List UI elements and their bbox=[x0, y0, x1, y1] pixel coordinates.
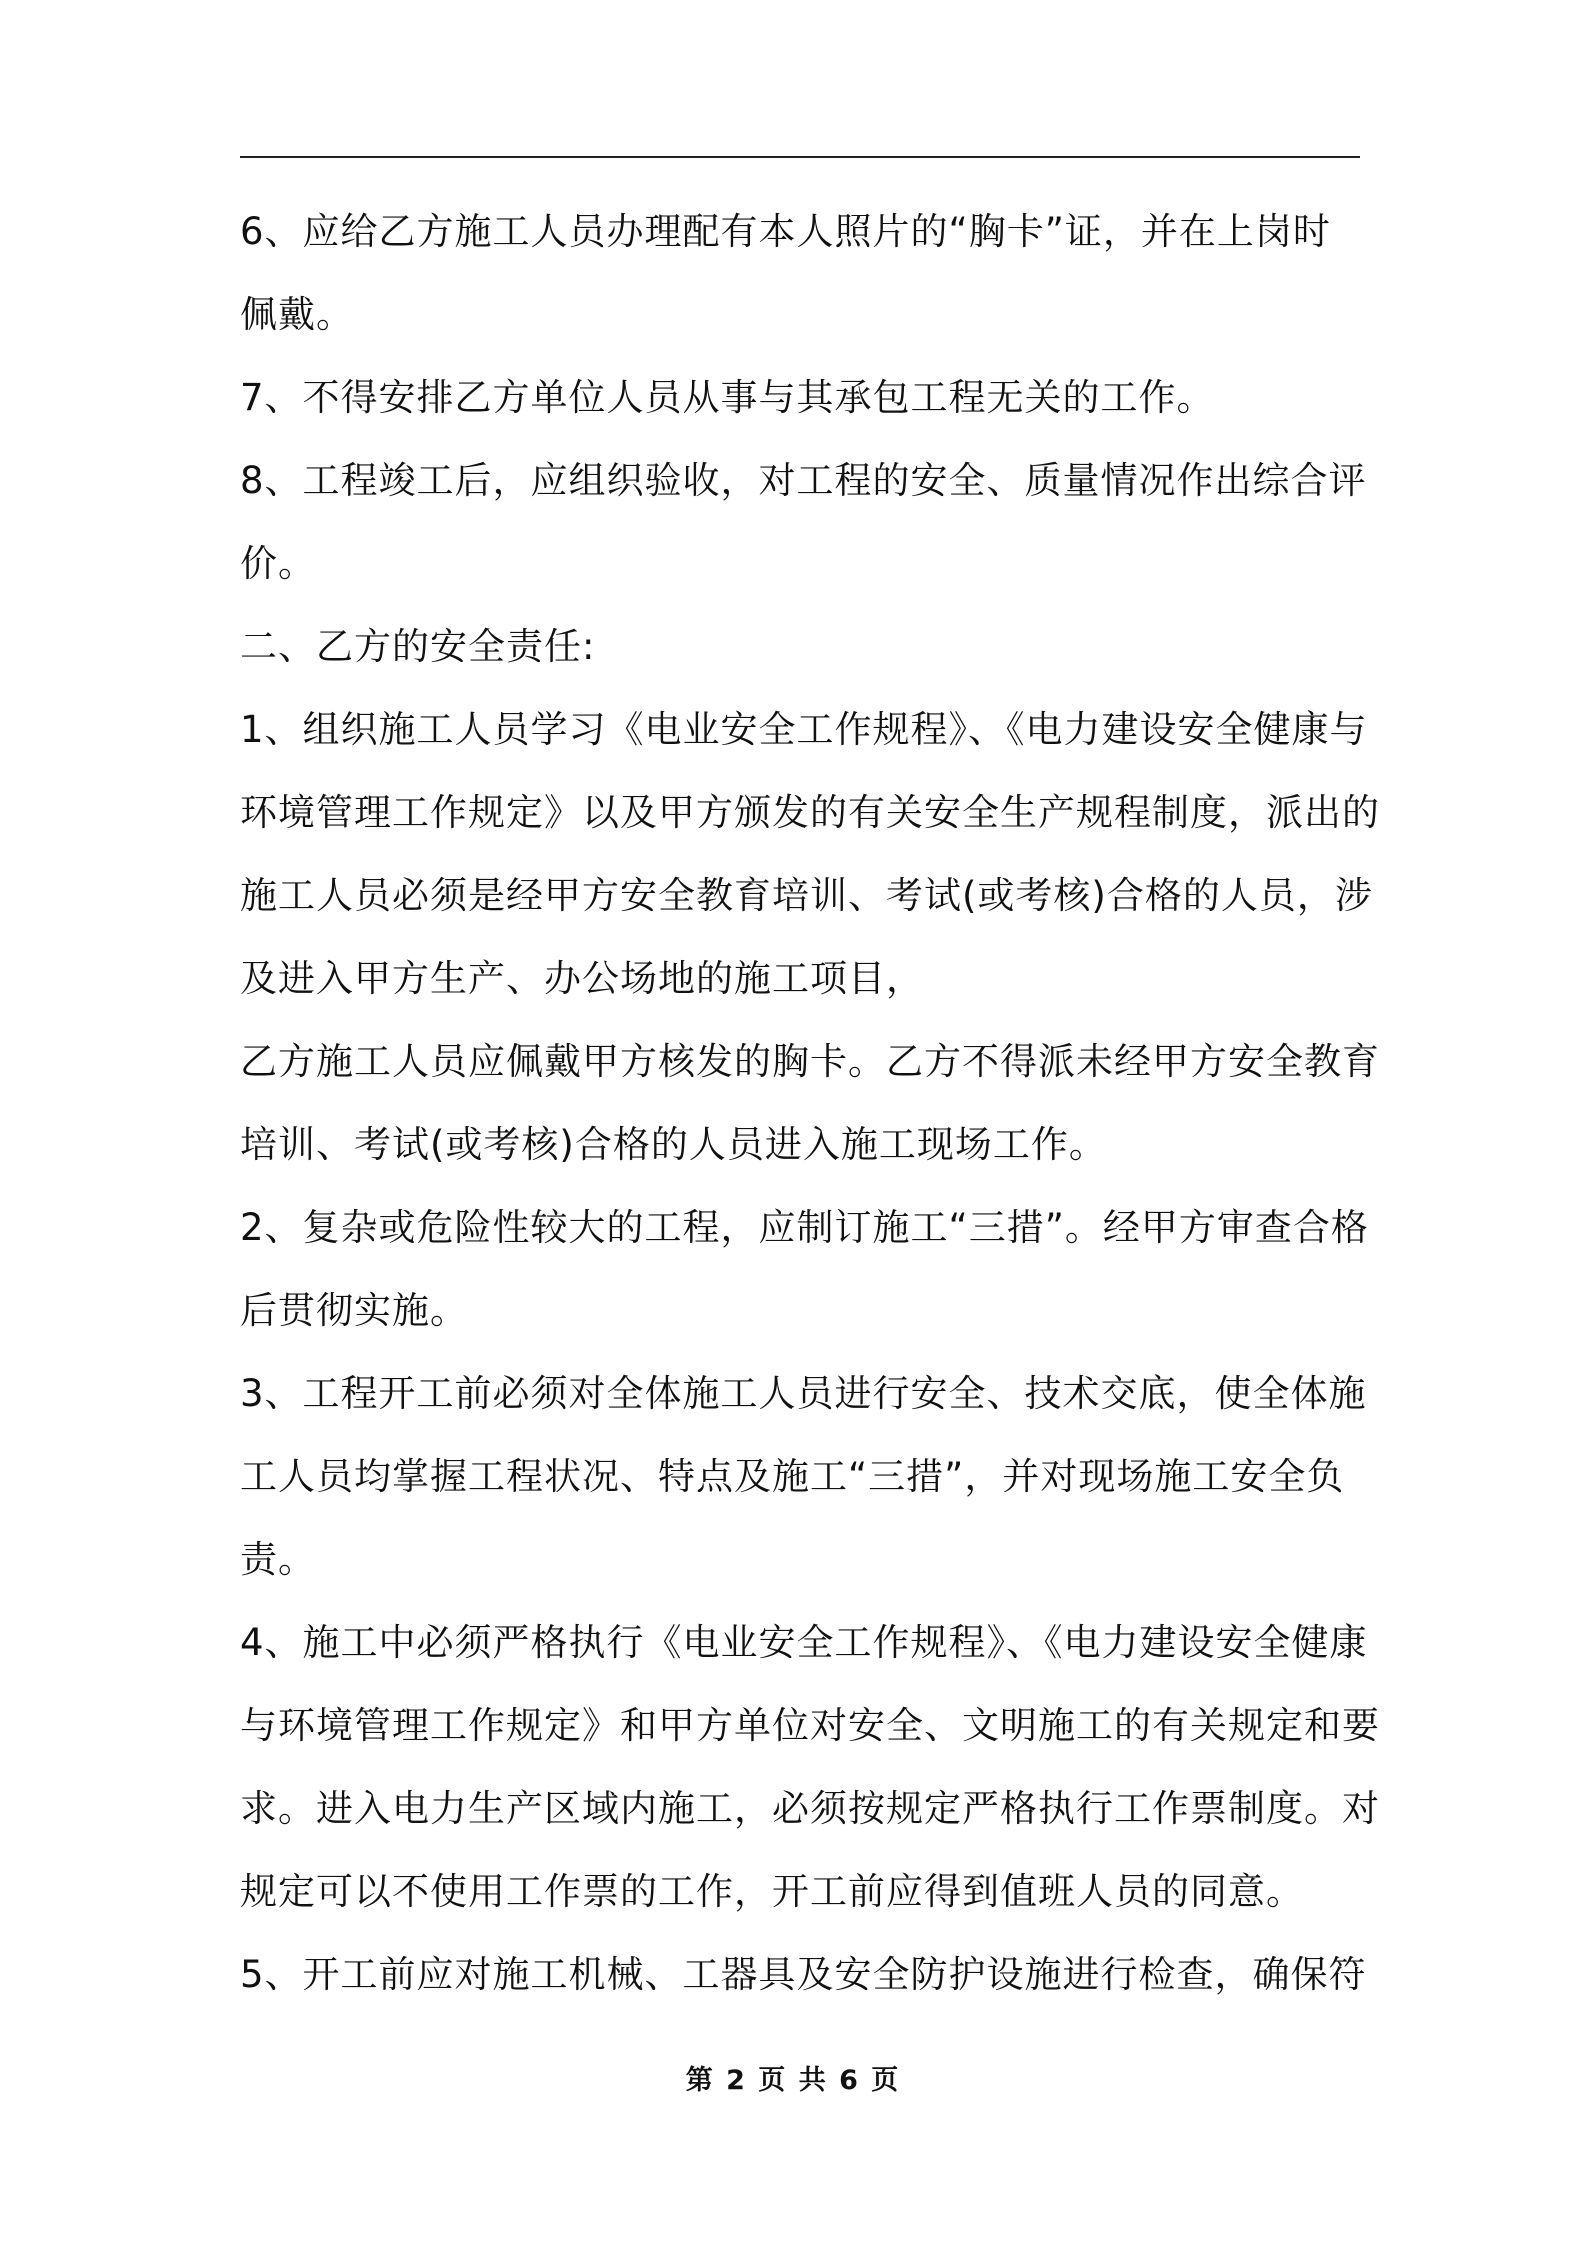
text-line: 乙方施工人员应佩戴甲方核发的胸卡。乙方不得派未经甲方安全教育 bbox=[240, 1040, 1380, 1083]
text-line: 环境管理工作规定》以及甲方颁发的有关安全生产规程制度，派出的 bbox=[240, 791, 1380, 834]
page-number: 第 2 页 共 6 页 bbox=[685, 2065, 901, 2096]
text-block bbox=[240, 190, 1380, 2016]
text-line: 后贯彻实施。 bbox=[240, 1289, 468, 1332]
text-line: 工人员均掌握工程状况、特点及施工“三措”，并对现场施工安全负 bbox=[240, 1455, 1345, 1498]
text-line: 规定可以不使用工作票的工作，开工前应得到值班人员的同意。 bbox=[240, 1870, 1304, 1913]
text-line: 与环境管理工作规定》和甲方单位对安全、文明施工的有关规定和要 bbox=[240, 1704, 1380, 1747]
text-line: 1、组织施工人员学习《电业安全工作规程》、《电力建设安全健康与 bbox=[240, 708, 1368, 751]
text-line: 3、工程开工前必须对全体施工人员进行安全、技术交底，使全体施 bbox=[240, 1372, 1367, 1415]
text-line: 5、开工前应对施工机械、工器具及安全防护设施进行检查，确保符 bbox=[240, 1953, 1367, 1996]
body-text bbox=[240, 190, 1380, 2016]
text-line: 求。进入电力生产区域内施工，必须按规定严格执行工作票制度。对 bbox=[240, 1787, 1380, 1830]
text-line: 培训、考试(或考核)合格的人员进入施工现场工作。 bbox=[240, 1123, 1107, 1166]
text-line: 价。 bbox=[240, 542, 316, 585]
header-rule bbox=[240, 156, 1360, 158]
text-line: 2、复杂或危险性较大的工程，应制订施工“三措”。经甲方审查合格 bbox=[240, 1206, 1369, 1249]
text-line: 佩戴。 bbox=[240, 293, 354, 336]
text-line: 4、施工中必须严格执行《电业安全工作规程》、《电力建设安全健康 bbox=[240, 1621, 1368, 1664]
text-line: 及进入甲方生产、办公场地的施工项目， bbox=[240, 957, 924, 1000]
text-line: 责。 bbox=[240, 1538, 316, 1581]
text-line: 6、应给乙方施工人员办理配有本人照片的“胸卡”证，并在上岗时 bbox=[240, 210, 1331, 253]
text-line: 7、不得安排乙方单位人员从事与其承包工程无关的工作。 bbox=[240, 376, 1215, 419]
text-line: 8、工程竣工后，应组织验收，对工程的安全、质量情况作出综合评 bbox=[240, 459, 1367, 502]
section-heading: 二、乙方的安全责任: bbox=[240, 625, 596, 668]
text-line: 施工人员必须是经甲方安全教育培训、考试(或考核)合格的人员，涉 bbox=[240, 874, 1373, 917]
